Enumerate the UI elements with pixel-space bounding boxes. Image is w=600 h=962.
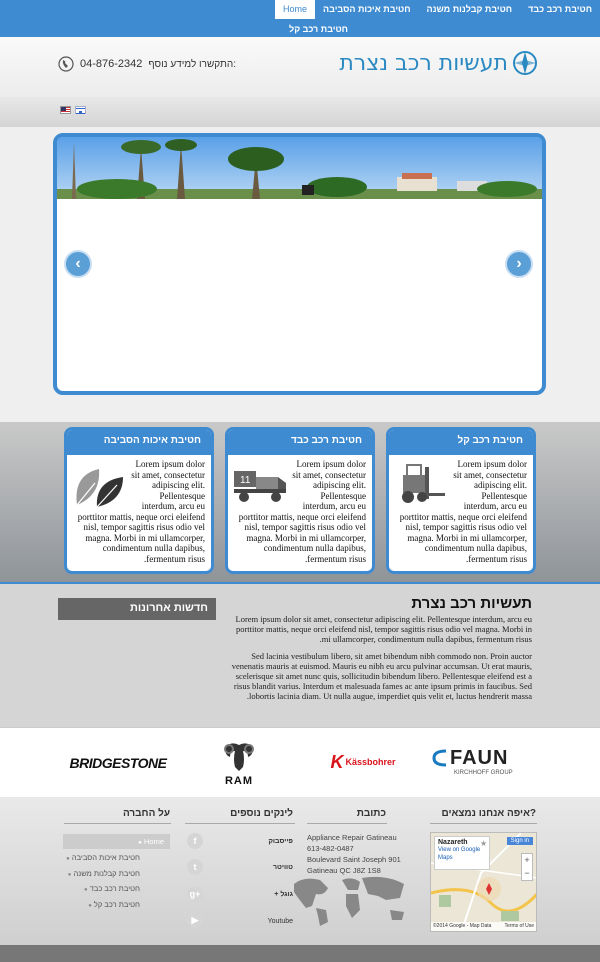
ram-logo[interactable] bbox=[214, 736, 264, 790]
nav-item-heavy-vehicles[interactable]: חטיבת רכב כבד bbox=[528, 4, 592, 14]
map-place-name: Nazareth bbox=[438, 839, 468, 846]
map-signin-button[interactable]: Sign in bbox=[507, 837, 533, 845]
map-terms-link[interactable]: Terms of Use bbox=[504, 923, 534, 929]
feature-box-heavy-vehicles bbox=[225, 427, 375, 574]
company-link-label: חטיבת רכב קל bbox=[93, 900, 140, 909]
ram-head-icon bbox=[221, 739, 257, 775]
feature-title[interactable]: חטיבת רכב קל bbox=[389, 430, 533, 455]
google-plus-icon[interactable]: g+ bbox=[187, 886, 203, 902]
footer-divider bbox=[185, 823, 295, 824]
latest-news-heading[interactable]: חדשות אחרונות bbox=[58, 598, 216, 620]
footer-map-title: איפה אנחנו נמצאים? bbox=[441, 808, 536, 819]
svg-text:11: 11 bbox=[240, 475, 251, 486]
about-paragraph-1: Lorem ipsum dolor sit amet, consectetur adipiscing elit. Pellentesque interdum, arcu eu porttitor mattis, neque orci eleifend nisl, tempor sagittis risus odio vel magna. Morbi in mi ullamcorper, condimentum nulla dapibus, fermentum risus. bbox=[235, 614, 532, 644]
link-google-plus[interactable]: + גוגל bbox=[274, 891, 293, 898]
world-map-icon bbox=[290, 872, 412, 928]
address-line: Boulevard Saint Joseph 901 bbox=[307, 855, 401, 864]
company-link[interactable]: ● חטיבת רכב כבד bbox=[84, 884, 140, 893]
footer-divider bbox=[430, 823, 537, 824]
feature-box-light-vehicles bbox=[386, 427, 536, 574]
logo-text: תעשיות רכב נצרת bbox=[339, 50, 508, 76]
map-view-link[interactable]: View on Google Maps bbox=[438, 847, 481, 861]
feature-text: Lorem ipsum dolor sit amet, consectetur adipiscing elit. Pellentesque interdum, arcu eu porttitor mattis, neque orci eleifend nisl, tempor sagittis risus odio vel magna. Morbi in mi ullamcorper, condimentum nulla dapibus, fermentum risus. bbox=[77, 459, 205, 564]
phone-number[interactable]: 04-876-2342 bbox=[80, 58, 143, 70]
about-paragraph-2: Sed lacinia vestibulum libero, sit amet bibendum nibh commodo non. Proin auctor venenatis mauris at euismod. Mauris eu nibh eu arcu pulvinar accumsan. Ut erat mauris, scelerisque sit amet nunc quis, sollicitudin bibendum libero. Pellentesque eleifend est a risus blandit varius. Interdum et malesuada fames ac ante ipsum primis in faucibus. Sed lobortis lacinia diam. Ut nulla augue, imperdiet quis velit et, luctus hendrerit massa. bbox=[231, 651, 532, 701]
feature-title[interactable]: חטיבת רכב כבד bbox=[228, 430, 372, 455]
nav-item-home[interactable]: Home bbox=[275, 0, 315, 19]
feature-text: Lorem ipsum dolor sit amet, consectetur adipiscing elit. Pellentesque interdum, arcu eu porttitor mattis, neque orci eleifend nisl, tempor sagittis risus odio vel magna. Morbi in mi ullamcorper, condimentum nulla dapibus, fermentum risus. bbox=[399, 459, 527, 564]
company-link-label: חטיבת איכות הסביבה bbox=[71, 853, 140, 862]
nav-row-2 bbox=[289, 19, 348, 37]
twitter-icon[interactable]: t bbox=[187, 859, 203, 875]
company-link-label: Home bbox=[143, 837, 164, 846]
feature-box-environment bbox=[64, 427, 214, 574]
top-nav bbox=[0, 0, 600, 37]
address-line: Appliance Repair Gatineau bbox=[307, 833, 397, 842]
header-band bbox=[0, 97, 600, 127]
site-logo[interactable] bbox=[339, 50, 538, 76]
google-map[interactable] bbox=[430, 832, 537, 932]
youtube-icon[interactable]: ▶ bbox=[187, 912, 203, 928]
bridgestone-wordmark: BRIDGESTONE bbox=[69, 755, 167, 771]
forklift-icon bbox=[393, 461, 449, 509]
company-link[interactable]: ● חטיבת רכב קל bbox=[88, 900, 140, 909]
faun-subtitle: KIRCHHOFF GROUP bbox=[454, 769, 513, 776]
kassbohrer-logo[interactable] bbox=[312, 752, 414, 772]
feature-title[interactable]: חטיבת איכות הסביבה bbox=[67, 430, 211, 455]
nav-item-light-vehicles[interactable]: חטיבת רכב קל bbox=[289, 24, 348, 34]
nav-item-subcontracting[interactable]: חטיבת קבלנות משנה bbox=[426, 4, 513, 14]
slider-prev-button[interactable]: ‹ bbox=[64, 250, 92, 278]
footer-address-title: כתובת bbox=[356, 808, 386, 819]
link-youtube[interactable]: Youtube bbox=[267, 918, 293, 925]
link-facebook[interactable]: פייסבוק bbox=[268, 838, 293, 845]
nav-row bbox=[275, 0, 600, 19]
map-zoom-control[interactable]: + − bbox=[521, 853, 533, 881]
footer-company-title: על החברה bbox=[122, 808, 170, 819]
ram-wordmark: RAM bbox=[224, 775, 254, 787]
contact-label: התקשרו למידע נוסף: bbox=[148, 58, 237, 70]
logo-compass-icon bbox=[512, 50, 538, 76]
facebook-icon[interactable]: f bbox=[187, 833, 203, 849]
footer-address bbox=[307, 832, 401, 876]
company-link-label: חטיבת קבלנות משנה bbox=[73, 869, 140, 878]
faun-wordmark: FAUN bbox=[450, 746, 509, 769]
kassbohrer-mark-icon: K bbox=[330, 751, 344, 772]
link-twitter[interactable]: טוויטר bbox=[272, 864, 293, 871]
image-slider bbox=[53, 133, 546, 395]
israel-flag-icon[interactable] bbox=[75, 106, 86, 114]
company-link[interactable]: ● חטיבת קבלנות משנה bbox=[67, 869, 140, 878]
language-switcher bbox=[60, 106, 86, 114]
phone-icon bbox=[58, 56, 74, 72]
slider-next-button[interactable]: › bbox=[505, 250, 533, 278]
footer-links-title: לינקים נוספים bbox=[230, 808, 293, 819]
bottom-bar bbox=[0, 945, 600, 962]
footer-divider bbox=[307, 823, 387, 824]
truck-icon bbox=[232, 461, 288, 509]
star-icon[interactable]: ★ bbox=[480, 839, 488, 848]
slide-image bbox=[57, 137, 542, 199]
map-attribution bbox=[431, 922, 536, 931]
address-line: 613-482-0487 bbox=[307, 844, 354, 853]
contact-info bbox=[58, 56, 236, 72]
nav-item-environment[interactable]: חטיבת איכות הסביבה bbox=[323, 4, 411, 14]
faun-logo[interactable] bbox=[432, 746, 534, 776]
us-flag-icon[interactable] bbox=[60, 106, 71, 114]
leaf-icon bbox=[71, 461, 127, 509]
feature-text: Lorem ipsum dolor sit amet, consectetur adipiscing elit. Pellentesque interdum, arcu eu porttitor mattis, neque orci eleifend nisl, tempor sagittis risus odio vel magna. Morbi in mi ullamcorper, condimentum nulla dapibus, fermentum risus. bbox=[238, 459, 366, 564]
company-link-label: חטיבת רכב כבד bbox=[89, 884, 140, 893]
address-line: Gatineau QC J8Z 1S8 bbox=[307, 866, 381, 875]
kassbohrer-wordmark: Kässbohrer bbox=[345, 757, 396, 767]
company-link[interactable]: ● חטיבת איכות הסביבה bbox=[66, 853, 140, 862]
company-link-home[interactable]: ● Home bbox=[63, 834, 170, 849]
about-title: תעשיות רכב נצרת bbox=[411, 595, 532, 612]
footer-divider bbox=[64, 823, 171, 824]
map-copyright: ©2014 Google - Map Data bbox=[433, 923, 492, 929]
bridgestone-logo[interactable] bbox=[64, 753, 172, 773]
faun-mark-icon bbox=[432, 749, 448, 767]
